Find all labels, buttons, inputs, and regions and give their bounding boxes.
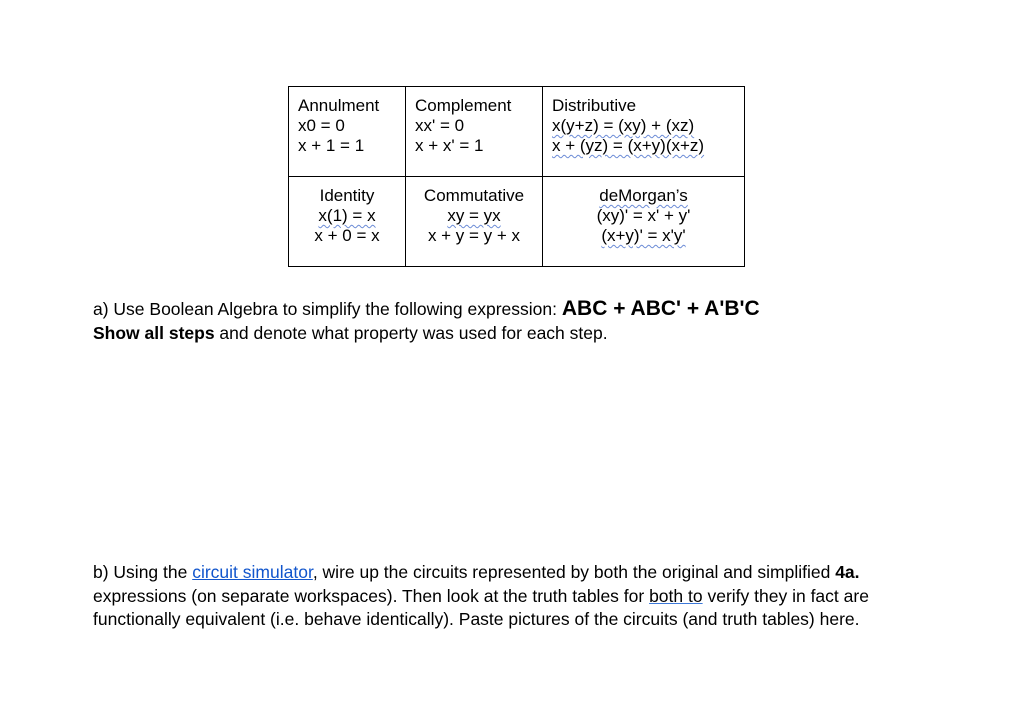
annulment-cell	[289, 87, 406, 177]
property-title: Distributive	[552, 96, 637, 115]
commutative-cell	[406, 177, 543, 267]
part-a-paragraph	[93, 297, 953, 345]
property-title: deMorgan’s	[599, 186, 688, 205]
property-rule: x + 1 = 1	[298, 136, 365, 155]
part-b-end: verify they in fact are functionally equivalent (i.e. behave identically). Paste pictures of the circuits (and truth tables) here.	[93, 585, 869, 629]
show-steps-text: Show all steps	[93, 322, 215, 343]
reference-4a: 4a.	[835, 562, 860, 582]
part-b-mid: expressions (on separate workspaces). Then look at the truth tables for	[93, 585, 650, 606]
demorgan-cell	[543, 177, 745, 267]
property-rule: x + (yz) = (x+y)(x+z)	[552, 136, 705, 155]
part-b-after-link: , wire up the circuits represented by both the original and simplified	[312, 562, 836, 582]
circuit-simulator-link[interactable]: circuit simulator	[192, 562, 313, 582]
property-rule: (xy)' = x' + y'	[596, 206, 691, 225]
property-rule: xx' = 0	[415, 116, 465, 135]
identity-cell	[289, 177, 406, 267]
property-rule: x0 = 0	[298, 116, 345, 135]
both-to-text: both to	[649, 585, 703, 606]
property-rule: x + 0 = x	[314, 226, 380, 245]
properties-table	[288, 86, 745, 267]
distributive-cell	[543, 87, 745, 177]
property-rule: (x+y)' = x'y'	[601, 226, 686, 245]
table-row	[289, 177, 745, 267]
property-title: Annulment	[298, 96, 380, 115]
property-rule: x + y = y + x	[427, 226, 521, 245]
part-b-paragraph	[93, 561, 953, 632]
property-title: Complement	[415, 96, 512, 115]
part-a-rest: and denote what property was used for each step.	[214, 322, 608, 343]
property-rule: xy = yx	[447, 206, 501, 225]
property-rule: x(1) = x	[318, 206, 376, 225]
expression: ABC + ABC' + A'B'C	[561, 297, 760, 320]
property-rule: x + x' = 1	[415, 136, 484, 155]
table-row	[289, 87, 745, 177]
property-rule: x(y+z) = (xy) + (xz)	[552, 116, 695, 135]
complement-cell	[406, 87, 543, 177]
property-title: Commutative	[423, 186, 525, 205]
property-title: Identity	[319, 186, 375, 205]
part-b-prefix: b) Using the	[93, 562, 193, 582]
part-a-prefix: a) Use Boolean Algebra to simplify the following expression:	[93, 299, 562, 319]
